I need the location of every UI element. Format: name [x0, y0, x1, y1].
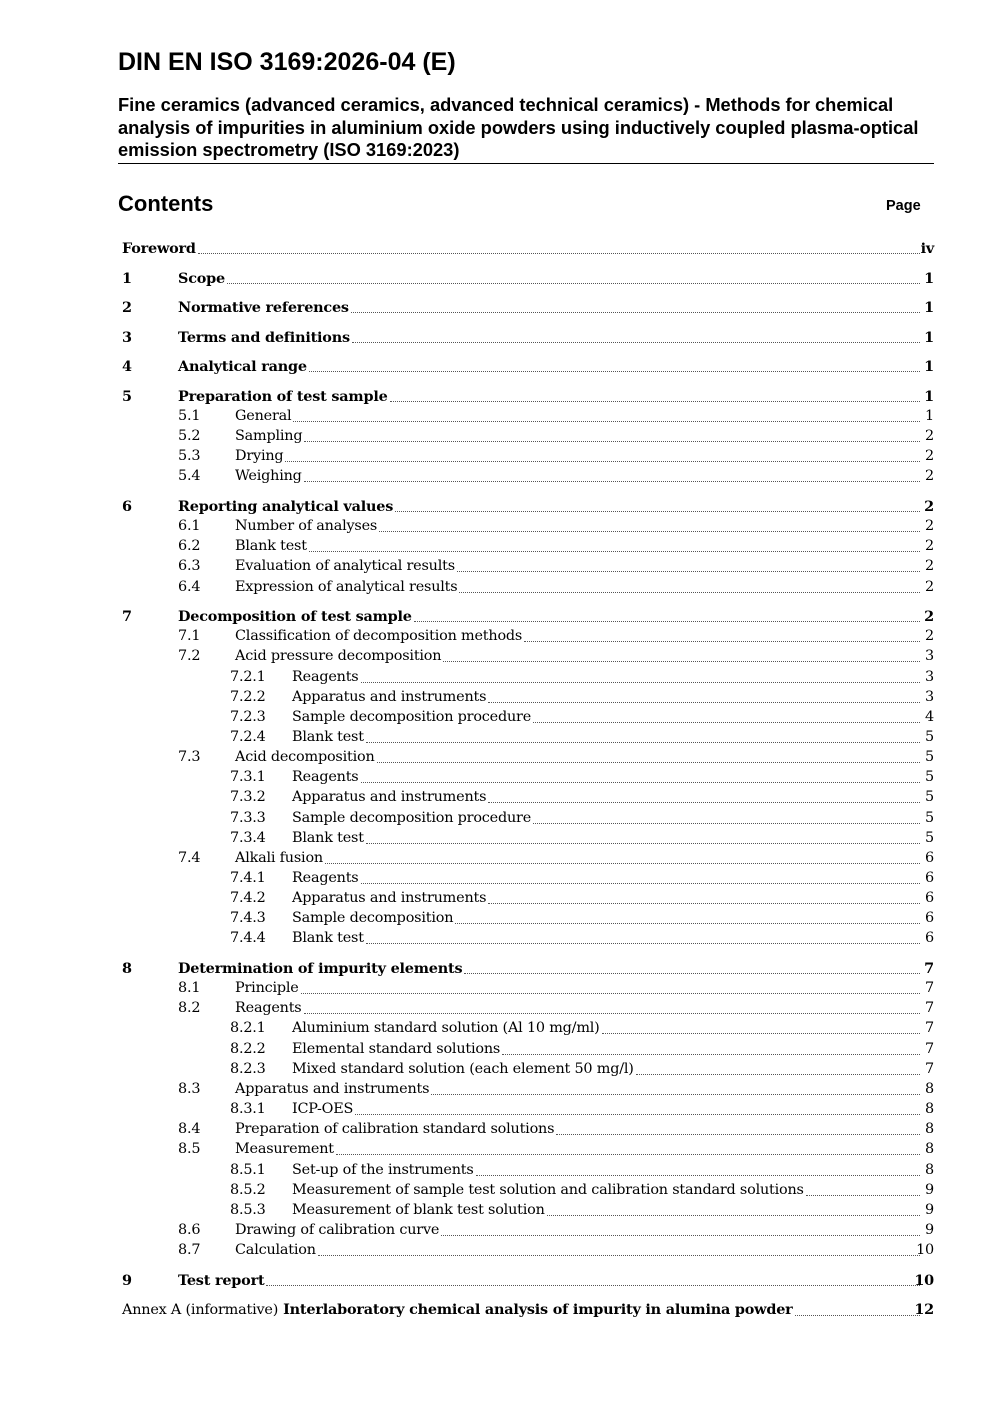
dot-leader: [488, 702, 920, 703]
toc-entry[interactable]: [0, 386, 992, 407]
toc-entry-number: 8.1: [178, 980, 201, 997]
dot-leader: [318, 1255, 920, 1256]
dot-leader: [533, 722, 920, 723]
toc-entry[interactable]: [0, 848, 992, 869]
toc-entry-number: 7.2.3: [230, 708, 266, 725]
toc-entry-title: Sample decomposition: [292, 910, 454, 927]
toc-entry-number: 8.2.1: [230, 1020, 266, 1037]
toc-entry-title: Scope: [178, 269, 225, 287]
toc-entry-title: Apparatus and instruments: [292, 890, 487, 907]
dot-leader: [352, 342, 920, 343]
toc-entry[interactable]: [0, 1200, 992, 1221]
toc-entry-number: 7.2: [178, 648, 201, 665]
toc-entry[interactable]: [0, 1270, 992, 1291]
toc-entry-page: 6: [925, 910, 934, 927]
dot-leader: [304, 481, 920, 482]
annex-prefix: Annex A (informative): [122, 1302, 279, 1319]
toc-entry-page: 3: [925, 648, 934, 665]
dot-leader: [556, 1134, 920, 1135]
toc-entry[interactable]: [0, 577, 992, 598]
toc-entry-page: 6: [925, 870, 934, 886]
dot-leader: [355, 1114, 920, 1115]
toc-entry-number: 7.3.2: [230, 789, 266, 806]
toc-entry-page: 1: [924, 328, 934, 346]
toc-entry-title: Reagents: [235, 1000, 302, 1017]
dot-leader: [524, 641, 920, 642]
toc-entry-title: Elemental standard solutions: [292, 1040, 501, 1057]
toc-entry-title: Blank test: [292, 930, 364, 947]
toc-entry-title: Terms and definitions: [178, 328, 350, 346]
toc-entry-title: Measurement of blank test solution: [292, 1201, 545, 1218]
toc-entry-number: 8.5.3: [230, 1201, 266, 1218]
toc-entry-number: 9: [122, 1271, 132, 1289]
toc-entry[interactable]: [0, 828, 992, 849]
toc-entry[interactable]: [0, 1079, 992, 1100]
toc-entry[interactable]: [0, 958, 992, 979]
dot-leader: [336, 1154, 920, 1155]
toc-entry[interactable]: [0, 928, 992, 949]
dot-leader: [455, 923, 920, 924]
toc-entry-title: Sample decomposition procedure: [292, 809, 532, 826]
dot-leader: [806, 1195, 920, 1196]
toc-entry[interactable]: [0, 667, 992, 688]
toc-entry[interactable]: [0, 356, 992, 377]
toc-entry-title: Analytical range: [178, 358, 307, 376]
toc-entry[interactable]: [0, 446, 992, 467]
dot-leader: [266, 1285, 920, 1286]
toc-entry-title: Alkali fusion: [235, 849, 323, 866]
toc-entry-number: 8.6: [178, 1221, 201, 1238]
toc-entry-page: 1: [925, 407, 934, 424]
dot-leader: [309, 551, 920, 552]
toc-entry[interactable]: [0, 297, 992, 318]
toc-entry-number: 8.2.2: [230, 1040, 266, 1057]
toc-entry[interactable]: [0, 707, 992, 728]
toc-entry-page: 2: [925, 468, 934, 485]
toc-entry-title: Decomposition of test sample: [178, 608, 412, 625]
toc-entry-number: 7.2.4: [230, 728, 266, 745]
toc-entry-title: ICP-OES: [292, 1101, 354, 1117]
toc-entry[interactable]: [0, 426, 992, 447]
toc-entry-page: 7: [925, 1040, 934, 1057]
toc-entry-number: 8.4: [178, 1121, 201, 1138]
toc-entry-page: 5: [925, 728, 934, 745]
toc-entry-number: 7.4.2: [230, 890, 266, 907]
toc-entry-number: 2: [122, 299, 132, 317]
dot-leader: [351, 312, 920, 313]
toc-entry-title: Determination of impurity elements: [178, 960, 463, 977]
toc-entry-title: Classification of decomposition methods: [235, 628, 523, 645]
dot-leader: [464, 973, 920, 974]
toc-entry-title: Aluminium standard solution (Al 10 mg/ml): [292, 1020, 600, 1037]
toc-entry-title: Apparatus and instruments: [292, 789, 487, 806]
toc-entry-number: 8.5.2: [230, 1181, 266, 1198]
dot-leader: [443, 661, 920, 662]
toc-entry-number: 7.4: [178, 849, 201, 866]
toc-entry-number: 5.1: [178, 407, 201, 424]
toc-entry-number: 8.2.3: [230, 1060, 266, 1077]
toc-entry-page: 2: [925, 558, 934, 575]
toc-entry-title: Set-up of the instruments: [292, 1161, 474, 1178]
dot-leader: [390, 401, 920, 402]
toc-entry-title: Sample decomposition procedure: [292, 708, 532, 725]
dot-leader: [414, 621, 920, 622]
toc-entry[interactable]: [0, 646, 992, 667]
toc-entry-page: 5: [925, 789, 934, 806]
toc-entry-title: Blank test: [235, 538, 307, 555]
dot-leader: [441, 1235, 920, 1236]
toc-entry-page: iv: [920, 240, 934, 257]
toc-entry-page: 7: [925, 980, 934, 997]
dot-leader: [795, 1315, 920, 1316]
dot-leader: [304, 441, 920, 442]
toc-entry-title: Reagents: [292, 668, 359, 685]
dot-leader: [377, 762, 920, 763]
toc-entry[interactable]: [0, 998, 992, 1019]
toc-entry-title: Drawing of calibration curve: [235, 1221, 440, 1238]
document-title: DIN EN ISO 3169:2026-04 (E): [118, 48, 456, 76]
toc-entry[interactable]: [0, 1180, 992, 1201]
toc-entry-title: Preparation of calibration standard solutions: [235, 1121, 555, 1138]
dot-leader: [309, 371, 920, 372]
toc-entry-title: Calculation: [235, 1242, 316, 1259]
toc-entry-number: 7.3.3: [230, 809, 266, 826]
document-subtitle: Fine ceramics (advanced ceramics, advanced technical ceramics) - Methods for chemical analysis of impurities in aluminium oxide powders using inductively coupled plasma-optical emission spectrometry (ISO 3169:2023): [118, 94, 919, 160]
toc-entry[interactable]: [0, 516, 992, 537]
toc-entry[interactable]: [0, 1059, 992, 1080]
toc-entry-title: Reagents: [292, 870, 359, 886]
toc-entry-number: 4: [122, 358, 132, 376]
dot-leader: [533, 823, 920, 824]
toc-entry-page: 2: [925, 428, 934, 444]
toc-entry-page: 6: [925, 849, 934, 866]
toc-entry-title: Blank test: [292, 829, 364, 846]
toc-entry-number: 7.4.3: [230, 910, 266, 927]
dot-leader: [301, 993, 920, 994]
toc-entry-number: 7.2.2: [230, 688, 266, 705]
toc-entry-page: 2: [925, 628, 934, 645]
toc-entry-number: 7.3.4: [230, 829, 266, 846]
toc-entry-number: 7: [122, 608, 132, 625]
toc-entry-number: 7.1: [178, 628, 201, 645]
toc-entry-page: 10: [914, 1271, 934, 1289]
dot-leader: [379, 531, 920, 532]
dot-leader: [395, 511, 920, 512]
toc-entry[interactable]: [0, 888, 992, 909]
dot-leader: [457, 571, 920, 572]
toc-entry-page: 2: [924, 608, 934, 625]
toc-entry[interactable]: [0, 1240, 992, 1261]
dot-leader: [476, 1175, 920, 1176]
dot-leader: [459, 592, 920, 593]
toc-entry-title: Evaluation of analytical results: [235, 558, 455, 575]
toc-entry-page: 5: [925, 749, 934, 766]
toc-entry-number: 3: [122, 328, 132, 346]
dot-leader: [361, 682, 921, 683]
toc-entry-number: 7.3: [178, 749, 201, 766]
toc-entry-title: Preparation of test sample: [178, 387, 388, 405]
toc-entry-number: 5.2: [178, 428, 201, 444]
dot-leader: [488, 903, 920, 904]
toc-entry-page: 5: [925, 769, 934, 786]
toc-entry-number: 5: [122, 387, 132, 405]
toc-entry-number: 6.4: [178, 578, 201, 595]
dot-leader: [293, 421, 920, 422]
toc-entry-number: 8.7: [178, 1242, 201, 1259]
dot-leader: [366, 742, 920, 743]
toc-entry-title: Drying: [235, 448, 284, 465]
dot-leader: [304, 1013, 921, 1014]
dot-leader: [227, 283, 920, 284]
toc-entry-title: Measurement of sample test solution and calibration standard solutions: [292, 1181, 804, 1198]
toc-entry[interactable]: [0, 978, 992, 999]
toc-entry-number: 6.3: [178, 558, 201, 575]
toc-entry-page: 8: [925, 1121, 934, 1138]
toc-entry[interactable]: [0, 327, 992, 348]
toc-entry[interactable]: [0, 268, 992, 289]
toc-annex-entry[interactable]: [0, 1299, 992, 1320]
toc-entry-page: 3: [925, 668, 934, 685]
toc-entry-number: 1: [122, 269, 132, 287]
toc-entry-page: 2: [924, 497, 934, 515]
toc-entry-number: 7.3.1: [230, 769, 266, 786]
toc-entry-title: Principle: [235, 980, 299, 997]
toc-entry-page: 5: [925, 829, 934, 846]
toc-entry-page: 8: [925, 1141, 934, 1158]
toc-entry[interactable]: [0, 556, 992, 577]
toc-entry-title: Mixed standard solution (each element 50 mg/l): [292, 1060, 634, 1077]
toc-entry-title: Apparatus and instruments: [292, 688, 487, 705]
toc-entry-number: 8.5.1: [230, 1161, 266, 1178]
toc-entry-title: Foreword: [122, 240, 196, 257]
toc-entry[interactable]: [0, 687, 992, 708]
annex-title: Interlaboratory chemical analysis of impurity in alumina powder: [283, 1301, 793, 1319]
toc-entry-title: Number of analyses: [235, 518, 378, 534]
toc-entry-page: 1: [924, 299, 934, 317]
toc-entry-number: 6.1: [178, 518, 201, 534]
toc-entry-title: Test report: [178, 1271, 265, 1289]
toc-entry-number: 5.4: [178, 468, 201, 485]
toc-entry[interactable]: [0, 1139, 992, 1160]
toc-entry-page: 2: [925, 448, 934, 465]
dot-leader: [366, 943, 920, 944]
dot-leader: [361, 883, 921, 884]
toc-entry-title: Blank test: [292, 728, 364, 745]
toc-entry-title: Reagents: [292, 769, 359, 786]
toc-entry[interactable]: [0, 808, 992, 829]
dot-leader: [325, 863, 920, 864]
toc-entry-number: 7.4.4: [230, 930, 266, 947]
toc-entry-title: Measurement: [235, 1141, 334, 1158]
toc-entry-page: 6: [925, 930, 934, 947]
toc-entry-number: 6: [122, 497, 132, 515]
toc-entry-page: 2: [925, 578, 934, 595]
contents-heading: Contents: [118, 191, 214, 216]
toc-entry-page: 8: [925, 1080, 934, 1097]
toc-entry[interactable]: [0, 406, 992, 427]
toc-entry-number: 7.2.1: [230, 668, 266, 685]
toc-entry-page: 5: [925, 809, 934, 826]
toc-entry[interactable]: [0, 1119, 992, 1140]
toc-entry[interactable]: [0, 747, 992, 768]
dot-leader: [636, 1074, 920, 1075]
toc-entry-page: 3: [925, 688, 934, 705]
toc-entry-page: 8: [925, 1101, 934, 1117]
toc-entry-title: Sampling: [235, 428, 303, 444]
dot-leader: [602, 1033, 920, 1034]
dot-leader: [488, 802, 920, 803]
toc-entry-page: 1: [924, 387, 934, 405]
toc-entry-page: 7: [925, 1060, 934, 1077]
toc-entry-title: Normative references: [178, 299, 349, 317]
toc-entry[interactable]: [0, 606, 992, 627]
toc-entry-page: 9: [925, 1201, 934, 1218]
toc-entry[interactable]: [0, 1160, 992, 1181]
toc-entry-title: Weighing: [235, 468, 302, 485]
toc-entry[interactable]: [0, 466, 992, 487]
toc-entry-page: 7: [924, 960, 934, 977]
toc-entry-title: Reporting analytical values: [178, 497, 394, 515]
toc-entry[interactable]: [0, 787, 992, 808]
toc-entry-title: Acid decomposition: [235, 749, 375, 766]
toc-entry[interactable]: [0, 1018, 992, 1039]
toc-entry-page: 9: [925, 1181, 934, 1198]
toc-entry-number: 7.4.1: [230, 870, 266, 886]
toc-entry[interactable]: [0, 496, 992, 517]
toc-entry[interactable]: [0, 868, 992, 889]
toc-entry[interactable]: [0, 1099, 992, 1120]
toc-entry-number: 8.5: [178, 1141, 201, 1158]
toc-entry[interactable]: [0, 1039, 992, 1060]
dot-leader: [198, 253, 920, 254]
toc-entry-page: 4: [925, 708, 934, 725]
toc-entry-page: 10: [916, 1242, 934, 1259]
toc-entry[interactable]: [0, 626, 992, 647]
toc-entry[interactable]: [0, 727, 992, 748]
toc-entry-page: 2: [925, 538, 934, 555]
toc-entry-number: 6.2: [178, 538, 201, 555]
page-column-heading: Page: [886, 198, 921, 214]
toc-entry[interactable]: [0, 238, 992, 259]
toc-entry-title: Acid pressure decomposition: [235, 648, 442, 665]
toc-entry-number: 8.2: [178, 1000, 201, 1017]
toc-entry-page: 9: [925, 1221, 934, 1238]
toc-entry-number: 8: [122, 960, 132, 977]
toc-entry-title: Apparatus and instruments: [235, 1080, 430, 1097]
dot-leader: [502, 1054, 920, 1055]
toc-entry-page: 2: [925, 518, 934, 534]
toc-entry-number: 8.3: [178, 1080, 201, 1097]
toc-entry-number: 5.3: [178, 448, 201, 465]
dot-leader: [366, 843, 920, 844]
toc-entry-page: 7: [925, 1000, 934, 1017]
dot-leader: [431, 1094, 920, 1095]
toc-entry-page: 1: [924, 269, 934, 287]
toc-entry-page: 1: [924, 358, 934, 376]
dot-leader: [285, 461, 920, 462]
toc-entry-page: 7: [925, 1020, 934, 1037]
toc-entry-title: General: [235, 407, 292, 424]
toc-entry[interactable]: [0, 1220, 992, 1241]
dot-leader: [361, 782, 921, 783]
dot-leader: [547, 1215, 920, 1216]
toc-entry-page: 6: [925, 890, 934, 907]
toc-entry[interactable]: [0, 767, 992, 788]
toc-entry-number: 8.3.1: [230, 1101, 266, 1117]
toc-entry-title: Expression of analytical results: [235, 578, 458, 595]
toc-entry-page: 8: [925, 1161, 934, 1178]
annex-page: 12: [914, 1301, 934, 1319]
toc-entry[interactable]: [0, 536, 992, 557]
toc-entry[interactable]: [0, 908, 992, 929]
